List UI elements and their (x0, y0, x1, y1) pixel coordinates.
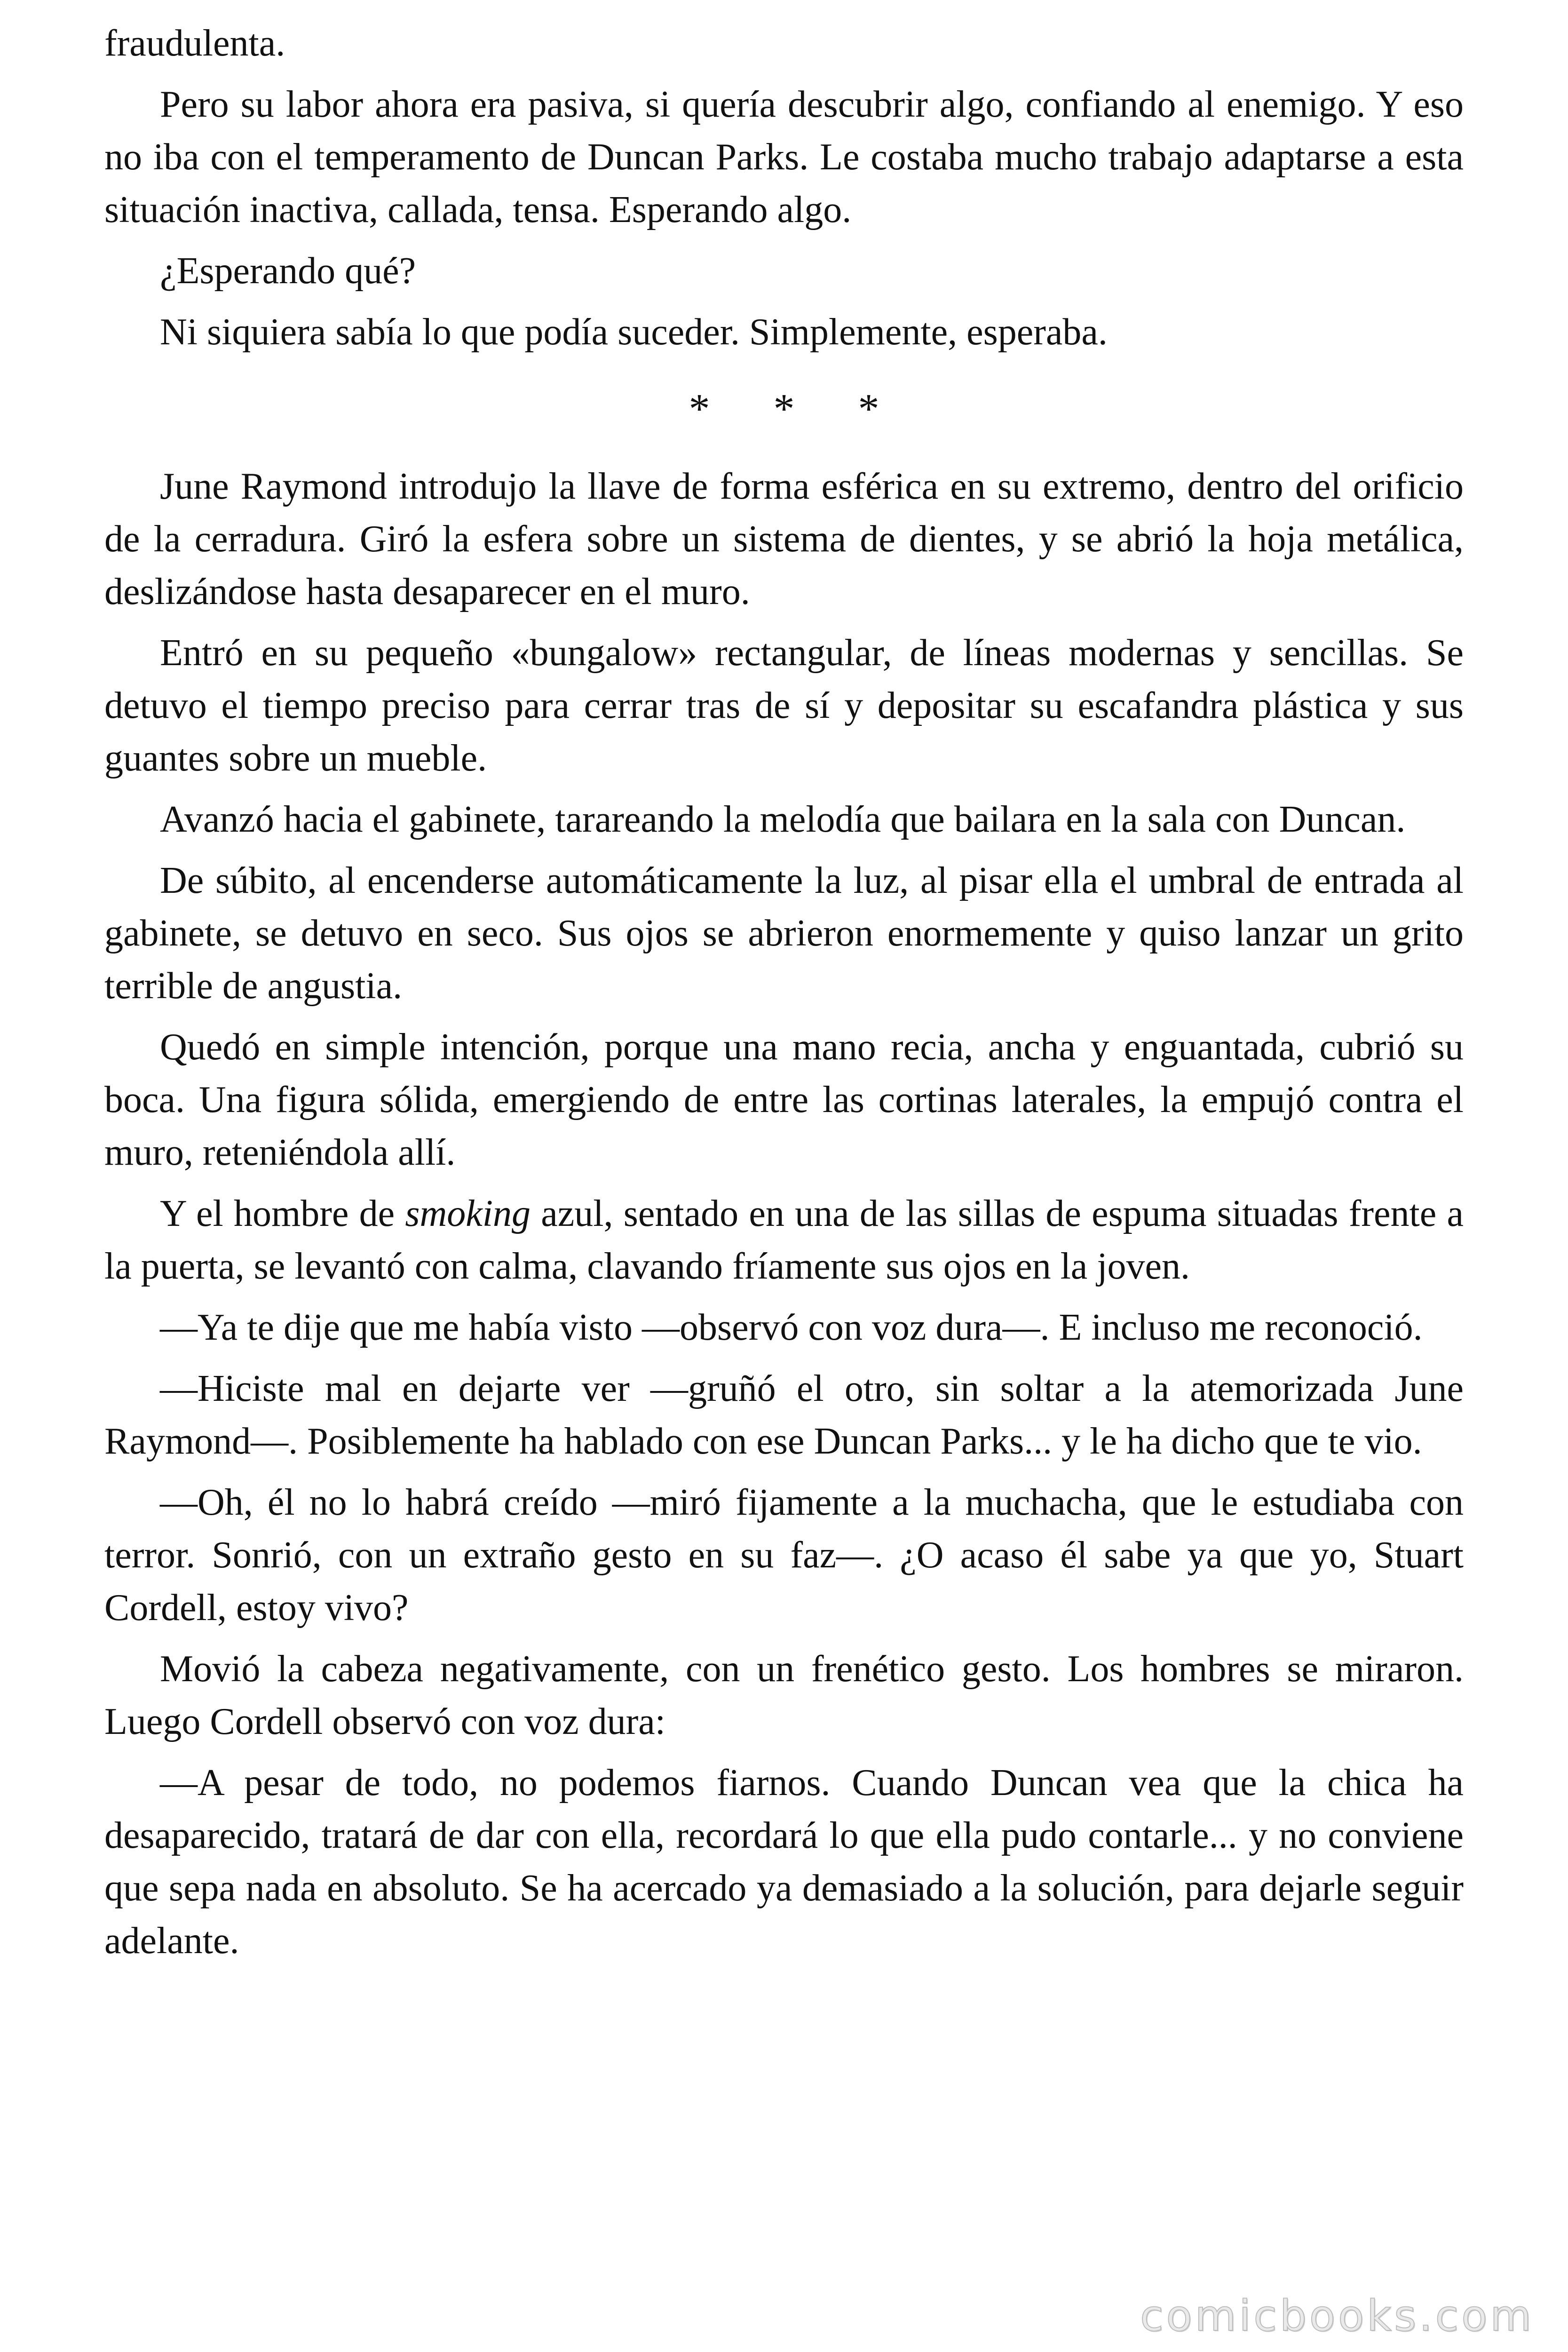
text-run: azul, sentado en una de las sillas de espuma situadas frente a la puerta, se levantó con calma, clavando fríamente sus ojos en la joven. (104, 1193, 1464, 1287)
paragraph: Quedó en simple intención, porque una mano recia, ancha y enguantada, cubrió su boca. Una figura sólida, emergiendo de entre las cortinas laterales, la empujó contra el muro, reteniéndola allí. (104, 1026, 1464, 1173)
dialogue-paragraph: —Hiciste mal en dejarte ver —gruñó el otro, sin soltar a la atemorizada June Raymond—. Posiblemente ha hablado con ese Duncan Parks... y le ha dicho que te vio. (104, 1368, 1464, 1462)
text-run: Y el hombre de (160, 1193, 405, 1234)
paragraph (104, 1187, 1464, 1293)
dialogue-paragraph: —A pesar de todo, no podemos fiarnos. Cuando Duncan vea que la chica ha desaparecido, tratará de dar con ella, recordará lo que ella pudo contarle... y no conviene que sepa nada en absoluto. Se ha acercado ya demasiado a la solución, para dejarle seguir adelante. (104, 1762, 1464, 1962)
section-separator (104, 386, 1464, 433)
book-page (104, 17, 1464, 1976)
dialogue-paragraph: —Ya te dije que me había visto —observó con voz dura—. E incluso me reconoció. (160, 1307, 1423, 1348)
paragraph: De súbito, al encenderse automáticamente la luz, al pisar ella el umbral de entrada al gabinete, se detuvo en seco. Sus ojos se abrieron enormemente y quiso lanzar un grito terrible de angustia. (104, 860, 1464, 1007)
dialogue-paragraph: —Oh, él no lo habrá creído —miró fijamente a la muchacha, que le estudiaba con terror. Sonrió, con un extraño gesto en su faz—. ¿O acaso él sabe ya que yo, Stuart Cordell, estoy vivo? (104, 1482, 1464, 1629)
watermark: comicbooks.com (1140, 2291, 1534, 2341)
paragraph: Movió la cabeza negativamente, con un frenético gesto. Los hombres se miraron. Luego Cordell observó con voz dura: (104, 1648, 1464, 1742)
paragraph: Avanzó hacia el gabinete, tarareando la melodía que bailara en la sala con Duncan. (160, 799, 1406, 840)
paragraph: June Raymond introdujo la llave de forma esférica en su extremo, dentro del orificio de la cerradura. Giró la esfera sobre un sistema de dientes, y se abrió la hoja metálica, deslizándose hasta desaparecer en el muro. (104, 466, 1464, 612)
asterisk: * (858, 386, 879, 432)
paragraph: Ni siquiera sabía lo que podía suceder. Simplemente, esperaba. (160, 311, 1108, 353)
italic-word: smoking (405, 1193, 531, 1234)
asterisk: * (773, 386, 795, 432)
asterisk: * (689, 386, 710, 432)
paragraph: ¿Esperando qué? (160, 250, 416, 292)
paragraph: Pero su labor ahora era pasiva, si quería descubrir algo, confiando al enemigo. Y eso no iba con el temperamento de Duncan Parks. Le costaba mucho trabajo adaptarse a esta situación inactiva, callada, tensa. Esperando algo. (104, 84, 1464, 230)
paragraph-continuation: fraudulenta. (104, 23, 285, 64)
paragraph: Entró en su pequeño «bungalow» rectangular, de líneas modernas y sencillas. Se detuvo el tiempo preciso para cerrar tras de sí y depositar su escafandra plástica y sus guantes sobre un mueble. (104, 632, 1464, 779)
